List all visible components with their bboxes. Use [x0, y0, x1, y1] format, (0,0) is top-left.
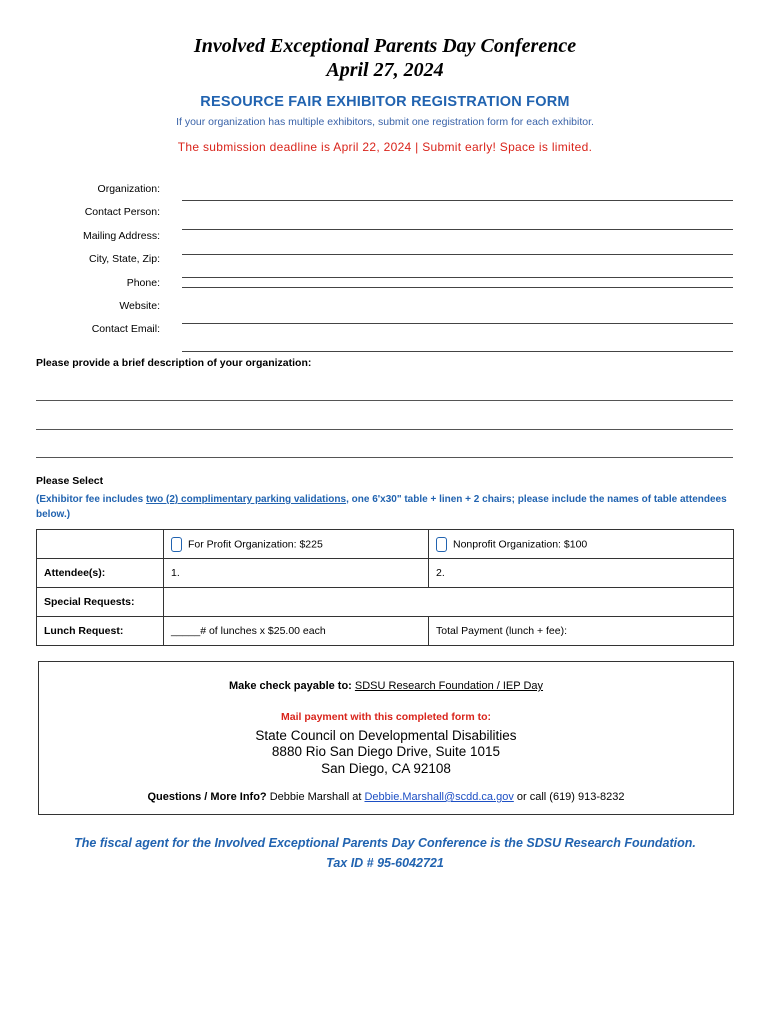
nonprofit-option[interactable]	[429, 530, 734, 559]
contact-name: Debbie Marshall at	[266, 791, 365, 803]
special-requests-label: Special Requests:	[37, 588, 164, 617]
questions-line	[39, 791, 733, 803]
lunch-count-field[interactable]: _____# of lunches x $25.00 each	[164, 617, 429, 646]
contact-person-field[interactable]	[182, 229, 733, 230]
table-cell-empty	[37, 530, 164, 559]
address-line-3: San Diego, CA 92108	[321, 761, 451, 776]
multiple-exhibitors-note: If your organization has multiple exhibitors, submit one registration form for each exhibitor.	[176, 116, 594, 128]
deadline-notice: The submission deadline is April 22, 2024 | Submit early! Space is limited.	[177, 140, 593, 154]
contact-email-link[interactable]: Debbie.Marshall@scdd.ca.gov	[364, 791, 514, 803]
for-profit-checkbox[interactable]	[171, 537, 182, 552]
website-label: Website:	[119, 300, 160, 312]
fiscal-agent-note: The fiscal agent for the Involved Exceptional Parents Day Conference is the SDSU Research Foundation.	[74, 836, 696, 850]
description-line-2[interactable]	[36, 429, 733, 430]
fee-note-prefix: (Exhibitor fee includes	[36, 494, 147, 505]
parking-validations-text: two (2) complimentary parking validations	[146, 494, 347, 505]
tax-id: Tax ID # 95-6042721	[326, 856, 444, 870]
contact-person-label: Contact Person:	[84, 206, 160, 218]
address-line-2: 8880 Rio San Diego Drive, Suite 1015	[271, 744, 501, 759]
city-state-zip-field[interactable]	[182, 277, 733, 278]
payment-info-box	[38, 661, 734, 815]
for-profit-option[interactable]	[164, 530, 429, 559]
phone-field[interactable]	[182, 287, 733, 288]
table-row	[37, 559, 734, 588]
organization-label: Organization:	[97, 183, 160, 195]
contact-phone: or call (619) 913-8232	[513, 791, 625, 803]
description-line-3[interactable]	[36, 457, 733, 458]
contact-email-field[interactable]	[182, 351, 733, 352]
attendee-2-field[interactable]: 2.	[429, 559, 734, 588]
check-payee: SDSU Research Foundation / IEP Day	[354, 680, 544, 692]
description-label: Please provide a brief description of your organization:	[36, 357, 312, 369]
attendee-1-field[interactable]: 1.	[164, 559, 429, 588]
attendees-label: Attendee(s):	[37, 559, 164, 588]
conference-title: Involved Exceptional Parents Day Conference	[193, 35, 577, 57]
description-line-1[interactable]	[36, 400, 733, 401]
for-profit-label: For Profit Organization: $225	[188, 537, 323, 550]
special-requests-field[interactable]	[164, 588, 734, 617]
nonprofit-label: Nonprofit Organization: $100	[453, 537, 588, 550]
exhibitor-fee-note	[36, 492, 740, 522]
city-state-zip-label: City, State, Zip:	[89, 253, 160, 265]
address-line-1: State Council on Developmental Disabilities	[255, 728, 517, 743]
conference-date: April 27, 2024	[326, 59, 444, 81]
mailing-address-label: Mailing Address:	[82, 230, 160, 242]
please-select-heading: Please Select	[36, 475, 104, 487]
table-row	[37, 530, 734, 559]
mailing-address-field[interactable]	[182, 254, 733, 255]
form-heading: RESOURCE FAIR EXHIBITOR REGISTRATION FORM	[200, 94, 570, 110]
check-payable-line	[39, 680, 733, 692]
organization-field[interactable]	[182, 200, 733, 201]
lunch-request-label: Lunch Request:	[37, 617, 164, 646]
website-field[interactable]	[182, 323, 733, 324]
phone-label: Phone:	[126, 277, 160, 289]
registration-table	[36, 529, 734, 646]
table-row	[37, 617, 734, 646]
total-payment-field[interactable]: Total Payment (lunch + fee):	[429, 617, 734, 646]
mail-payment-label: Mail payment with this completed form to:	[280, 711, 491, 723]
questions-label: Questions / More Info?	[147, 791, 267, 803]
fee-note-suffix: , one 6'x30" table + linen + 2 chairs; please include the names of table attendees below.)	[36, 494, 727, 520]
check-payable-label: Make check payable to:	[228, 680, 352, 692]
table-row	[37, 588, 734, 617]
nonprofit-checkbox[interactable]	[436, 537, 447, 552]
contact-email-label: Contact Email:	[91, 323, 160, 335]
